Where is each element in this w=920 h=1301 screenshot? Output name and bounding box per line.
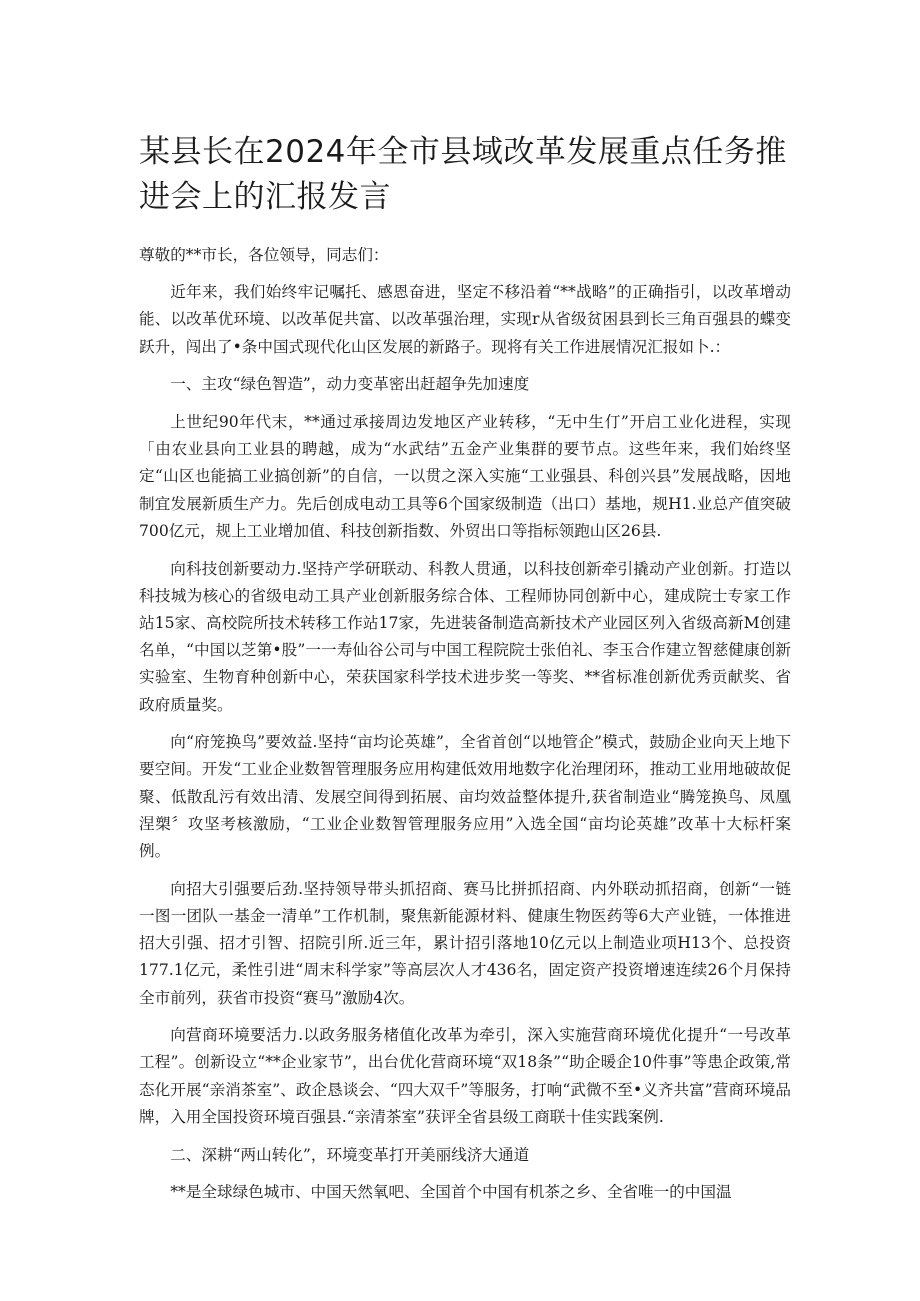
paragraph-land-efficiency: 向“府笼换鸟”要效益.坚持“亩均论英雄”，全省首创“以地管企”模式，鼓励企业向天上地下要空间。开发“工业企业数智管理服务应用构建低效用地数字化治理闭环，推动工业用地破故促聚、低散乱污有效出清、发展空间得到拓展、亩均效益整体提升,获省制造业“腾笼换鸟、凤凰涅槊〞攻坚考核激励，“工业企业数智管理服务应用”入选全国“亩均论英雄”改革十大标杆案例。 xyxy=(139,733,791,861)
paragraph-investment: 向招大引强要后劲.坚持领导带头抓招商、赛马比拼抓招商、内外联动抓招商，创新“一链一图一团队一基金一清单”工作机制，聚焦新能源材料、健康生物医药等6大产业链，一体推进招大引强、招才引智、招院引所.近三年，累计招引落地10亿元以上制造业项H13个、总投资177.1亿元，柔性引进“周末科学家”等高层次人才436名，固定资产投资增速连续26个月保持全市前列，获省市投资“赛马”激励4次。 xyxy=(139,879,791,1007)
paragraph-business-environment: 向营商环境要活力.以政务服务楮值化改革为牵引，深入实施营商环境优化提升“一号改革工程”。创新设立“**企业家节”，出台优化营商环境“双18条”“助企暖企10件事”等患企政策,常态化开展“亲消茶室”、政企恳谈会、“四大双千”等服务，打响“武微不至•义齐共富”营商环境品牌，入用全国投资环境百强县.“亲清茶室”获评全省县级工商联十佳实践案例. xyxy=(139,1026,791,1126)
document-title: 某县长在2024年全市县域改革发展重点任务推进会上的汇报发言 xyxy=(139,134,787,215)
paragraph-innovation: 向科技创新要动力.坚持产学研联动、科教人贯通，以科技创新牵引撬动产业创新。打造以科技城为核心的省级电动工具产业创新服务综合体、工程师协同创新中心，建成院士专家工作站15家、高校院所技术转移工作站17家，先进装备制造高新技术产业园区列入省级高新M创建名单，“中国以芝第•股”一一寿仙谷公司与中国工程院院士张伯礼、李玉合作建立智慈健康创新实验室、生物育种创新中心，荣获国家科学技术进步奖一等奖、**省标准创新优秀贡献奖、省政府质量奖。 xyxy=(139,559,791,714)
paragraph-intro: 近年来，我们始终牢记嘱托、感恩奋进，坚定不移沿着“**战略”的正确指引，以改革增动能、以改革优环境、以改革促共富、以改革强治理，实现r从省级贫困县到长三角百强县的蝶变跃升，闯出了•条中国式现代化山区发展的新路子。现将有关工作进展情况汇报如卜.： xyxy=(139,283,791,356)
paragraph-green: **是全球绿色城市、中国天然氧吧、全国首个中国有机茶之乡、全省唯一的中国温 xyxy=(170,1183,732,1202)
paragraph-history: 上世纪90年代末，**通过承接周边发地区产业转移，“无中生仃”开启工业化进程，实现「由农业县向工业县的聘越，成为“水武结”五金产业集群的要节点。这些年来，我们始终坚定“山区也能搞工业搞创新”的自信，一以贯之深入实施“工业强县、科创兴县”发展战略，因地制宜发展新质生产力。先后创成电动工具等6个国家级制造（出口）基地，规H1.业总产值突破700亿元，规上工业增加值、科技创新指数、外贸出口等指标领跑山区26县. xyxy=(139,413,791,540)
salutation: 尊敬的**市长，各位领导，同志们： xyxy=(139,246,389,264)
document-body xyxy=(139,242,791,1217)
section-heading-2: 二、深耕“两山转化”，环境变革打开美丽线济大通道 xyxy=(170,1145,530,1164)
section-heading-1: 一、主攻“绿色智造”，动力变革密出赶超争先加速度 xyxy=(170,375,530,394)
